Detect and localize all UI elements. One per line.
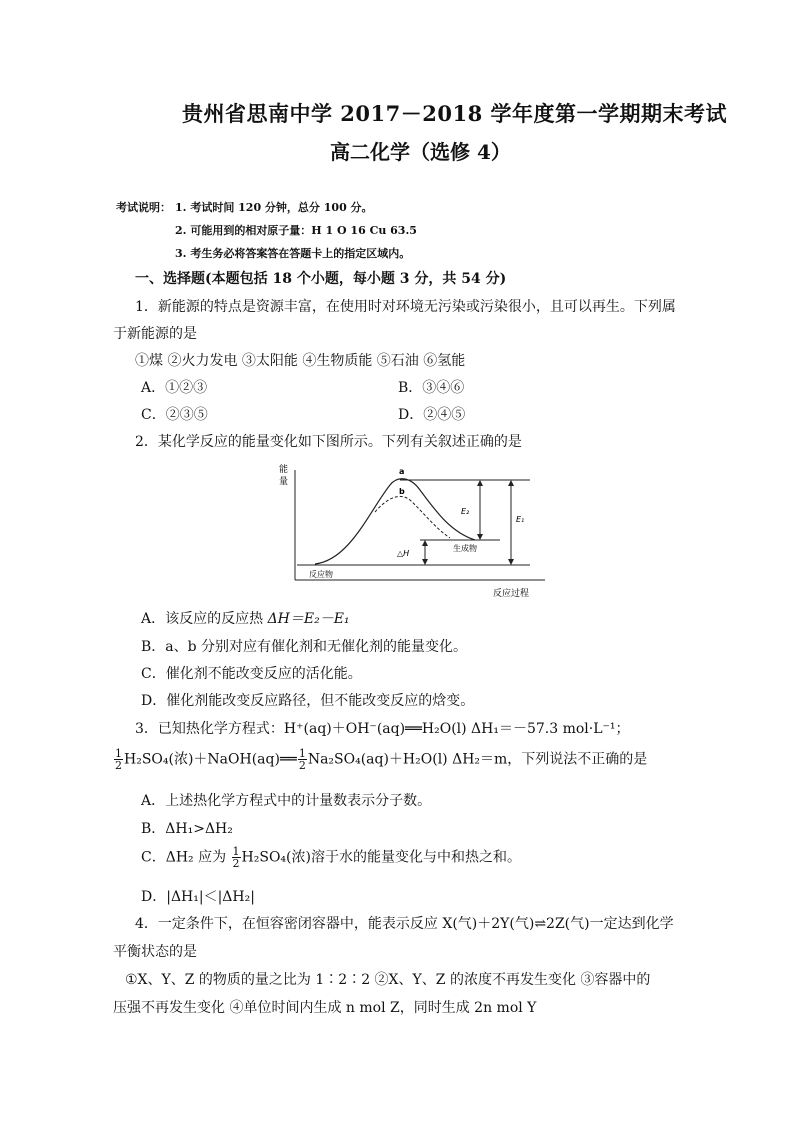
q3-eq-part2: Na₂SO₄(aq)＋H₂O(l) ΔH₂＝m，下列说法不正确的是	[307, 751, 648, 768]
label-e2: E₂	[461, 507, 470, 516]
q3-option-d: D．|ΔH₁|＜|ΔH₂|	[141, 889, 255, 905]
q2-stem: 2．某化学反应的能量变化如下图所示。下列有关叙述正确的是	[135, 434, 522, 450]
product-label: 生成物	[453, 544, 477, 553]
reactant-label: 反应物	[309, 570, 333, 579]
q3-option-c-part1: C．ΔH₂ 应为	[141, 849, 231, 866]
q3-option-c-part2: H₂SO₄(浓)溶于水的能量变化与中和热之和。	[241, 849, 521, 866]
fraction-half: $\frac{1}{2}$	[115, 747, 122, 772]
q2-option-a-prefix: A．该反应的反应热	[141, 611, 268, 627]
exam-subtitle: 高二化学（选修 4）	[330, 140, 511, 164]
q1-option-a: A．①②③	[141, 380, 208, 396]
q1-stem-line1: 1．新能源的特点是资源丰富，在使用时对环境无污染或污染很小，且可以再生。下列属	[135, 299, 676, 315]
label-b: b	[399, 487, 405, 496]
y-axis-label-2: 量	[279, 477, 289, 487]
q3-eq-part1: H₂SO₄(浓)＋NaOH(aq)══	[124, 751, 297, 768]
q2-option-a-formula: ΔH＝E₂－E₁	[267, 611, 350, 627]
q4-items-line1: ①X、Y、Z 的物质的量之比为 1∶2∶2 ②X、Y、Z 的浓度不再发生变化 ③容器中的	[125, 972, 651, 988]
q1-option-b: B．③④⑥	[398, 380, 465, 396]
instruction-item: 3. 考生务必将答案答在答题卡上的指定区域内。	[175, 247, 411, 260]
q4-stem-line1: 4．一定条件下，在恒容密闭容器中，能表示反应 X(气)＋2Y(气)⇌2Z(气)一定达到化学	[135, 916, 674, 932]
dh-arrowhead-top	[422, 540, 428, 546]
instructions-label: 考试说明：	[116, 201, 171, 214]
instruction-item: 2. 可能用到的相对原子量：H 1 O 16 Cu 63.5	[175, 224, 417, 237]
q1-items: ①煤 ②火力发电 ③太阳能 ④生物质能 ⑤石油 ⑥氢能	[135, 353, 466, 369]
x-axis-label: 反应过程	[493, 589, 530, 599]
q2-option-a	[141, 608, 350, 628]
y-axis-label-1: 能	[279, 465, 289, 475]
q4-stem-line2: 平衡状态的是	[113, 944, 197, 960]
e2-arrowhead-top	[477, 480, 483, 486]
fraction-half: $\frac{1}{2}$	[232, 845, 240, 870]
label-dh: △H	[397, 549, 410, 558]
instruction-item: 1. 考试时间 120 分钟，总分 100 分。	[175, 201, 373, 214]
q2-option-b: B．a、b 分别对应有催化剂和无催化剂的能量变化。	[141, 639, 468, 655]
q3-option-c	[141, 846, 521, 869]
q3-option-b: B．ΔH₁>ΔH₂	[141, 821, 233, 837]
section-heading: 一、选择题(本题包括 18 个小题，每小题 3 分，共 54 分)	[135, 271, 507, 287]
e1-arrowhead-bottom	[508, 559, 514, 565]
curve-b	[375, 496, 450, 538]
q1-option-d: D．②④⑤	[398, 407, 466, 423]
q3-option-a: A．上述热化学方程式中的计量数表示分子数。	[141, 793, 432, 809]
q2-option-c: C．催化剂不能改变反应的活化能。	[141, 666, 362, 682]
label-e1: E₁	[516, 515, 525, 524]
e1-arrowhead-top	[508, 480, 514, 486]
fraction-half: $\frac{1}{2}$	[298, 747, 306, 772]
curve-a	[315, 479, 475, 564]
q1-option-c: C．②③⑤	[141, 407, 208, 423]
q2-option-d: D．催化剂能改变反应路径，但不能改变反应的焓变。	[141, 693, 475, 709]
q3-stem-line2	[113, 748, 647, 771]
label-a: a	[399, 467, 405, 476]
e2-arrowhead-bottom	[477, 534, 483, 540]
energy-diagram	[275, 460, 560, 602]
q3-stem-line1: 3．已知热化学方程式：H⁺(aq)＋OH⁻(aq)══H₂O(l) ΔH₁＝－57.3 mol·L⁻¹；	[135, 721, 630, 737]
dh-arrowhead-bottom	[422, 559, 428, 565]
exam-title: 贵州省思南中学 2017－2018 学年度第一学期期末考试	[182, 101, 728, 126]
q4-items-line2: 压强不再发生变化 ④单位时间内生成 n mol Z，同时生成 2n mol Y	[113, 1000, 537, 1016]
q1-stem-line2: 于新能源的是	[113, 326, 197, 342]
